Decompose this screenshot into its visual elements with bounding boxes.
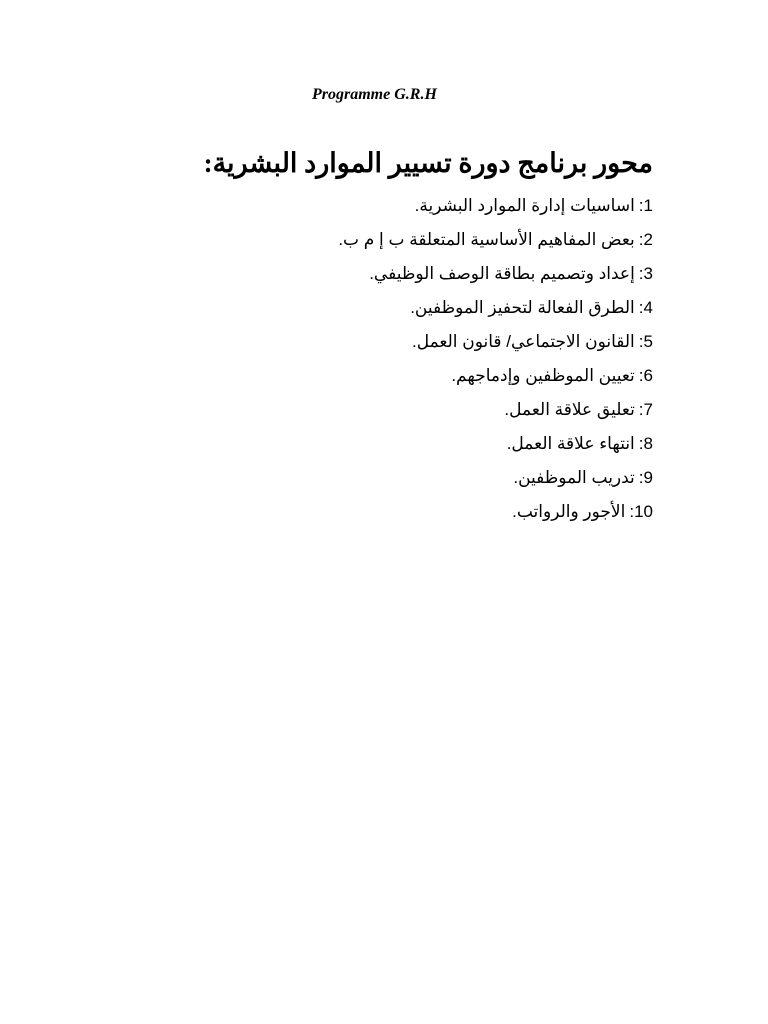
item-text: اساسيات إدارة الموارد البشرية. — [414, 196, 635, 215]
item-text: القانون الاجتماعي/ قانون العمل. — [412, 332, 635, 351]
list-item — [338, 332, 653, 366]
item-number: 1 — [643, 196, 653, 215]
item-text: تعليق علاقة العمل. — [504, 400, 635, 419]
item-text: بعض المفاهيم الأساسية المتعلقة ب إ م ب. — [338, 230, 635, 249]
list-item — [338, 196, 653, 230]
item-number: 7 — [643, 400, 653, 419]
item-number: 8 — [643, 434, 653, 453]
item-number: 3 — [643, 264, 653, 283]
list-item — [338, 264, 653, 298]
program-item-list — [338, 196, 653, 536]
item-text: الأجور والرواتب. — [512, 502, 626, 521]
section-heading: محور برنامج دورة تسيير الموارد البشرية: — [203, 148, 653, 178]
item-separator: : — [638, 298, 644, 317]
item-separator: : — [638, 196, 644, 215]
item-text: إعداد وتصميم بطاقة الوصف الوظيفي. — [369, 264, 635, 283]
item-number: 5 — [643, 332, 653, 351]
item-separator: : — [638, 230, 644, 249]
item-number: 4 — [643, 298, 653, 317]
item-text: الطرق الفعالة لتحفيز الموظفين. — [410, 298, 635, 317]
item-separator: : — [638, 400, 644, 419]
list-item — [338, 230, 653, 264]
item-separator: : — [638, 434, 644, 453]
item-separator: : — [629, 502, 635, 521]
item-separator: : — [638, 468, 644, 487]
item-text: تدريب الموظفين. — [513, 468, 635, 487]
list-item — [338, 298, 653, 332]
list-item — [338, 468, 653, 502]
item-text: تعيين الموظفين وإدماجهم. — [451, 366, 635, 385]
item-number: 10 — [634, 502, 653, 521]
list-item — [338, 400, 653, 434]
document-title: Programme G.R.H — [312, 86, 437, 103]
list-item — [338, 434, 653, 468]
list-item — [338, 502, 653, 536]
item-separator: : — [638, 332, 644, 351]
item-text: انتهاء علاقة العمل. — [506, 434, 635, 453]
list-item — [338, 366, 653, 400]
item-separator: : — [638, 264, 644, 283]
item-number: 2 — [643, 230, 653, 249]
item-separator: : — [638, 366, 644, 385]
item-number: 9 — [643, 468, 653, 487]
item-number: 6 — [643, 366, 653, 385]
